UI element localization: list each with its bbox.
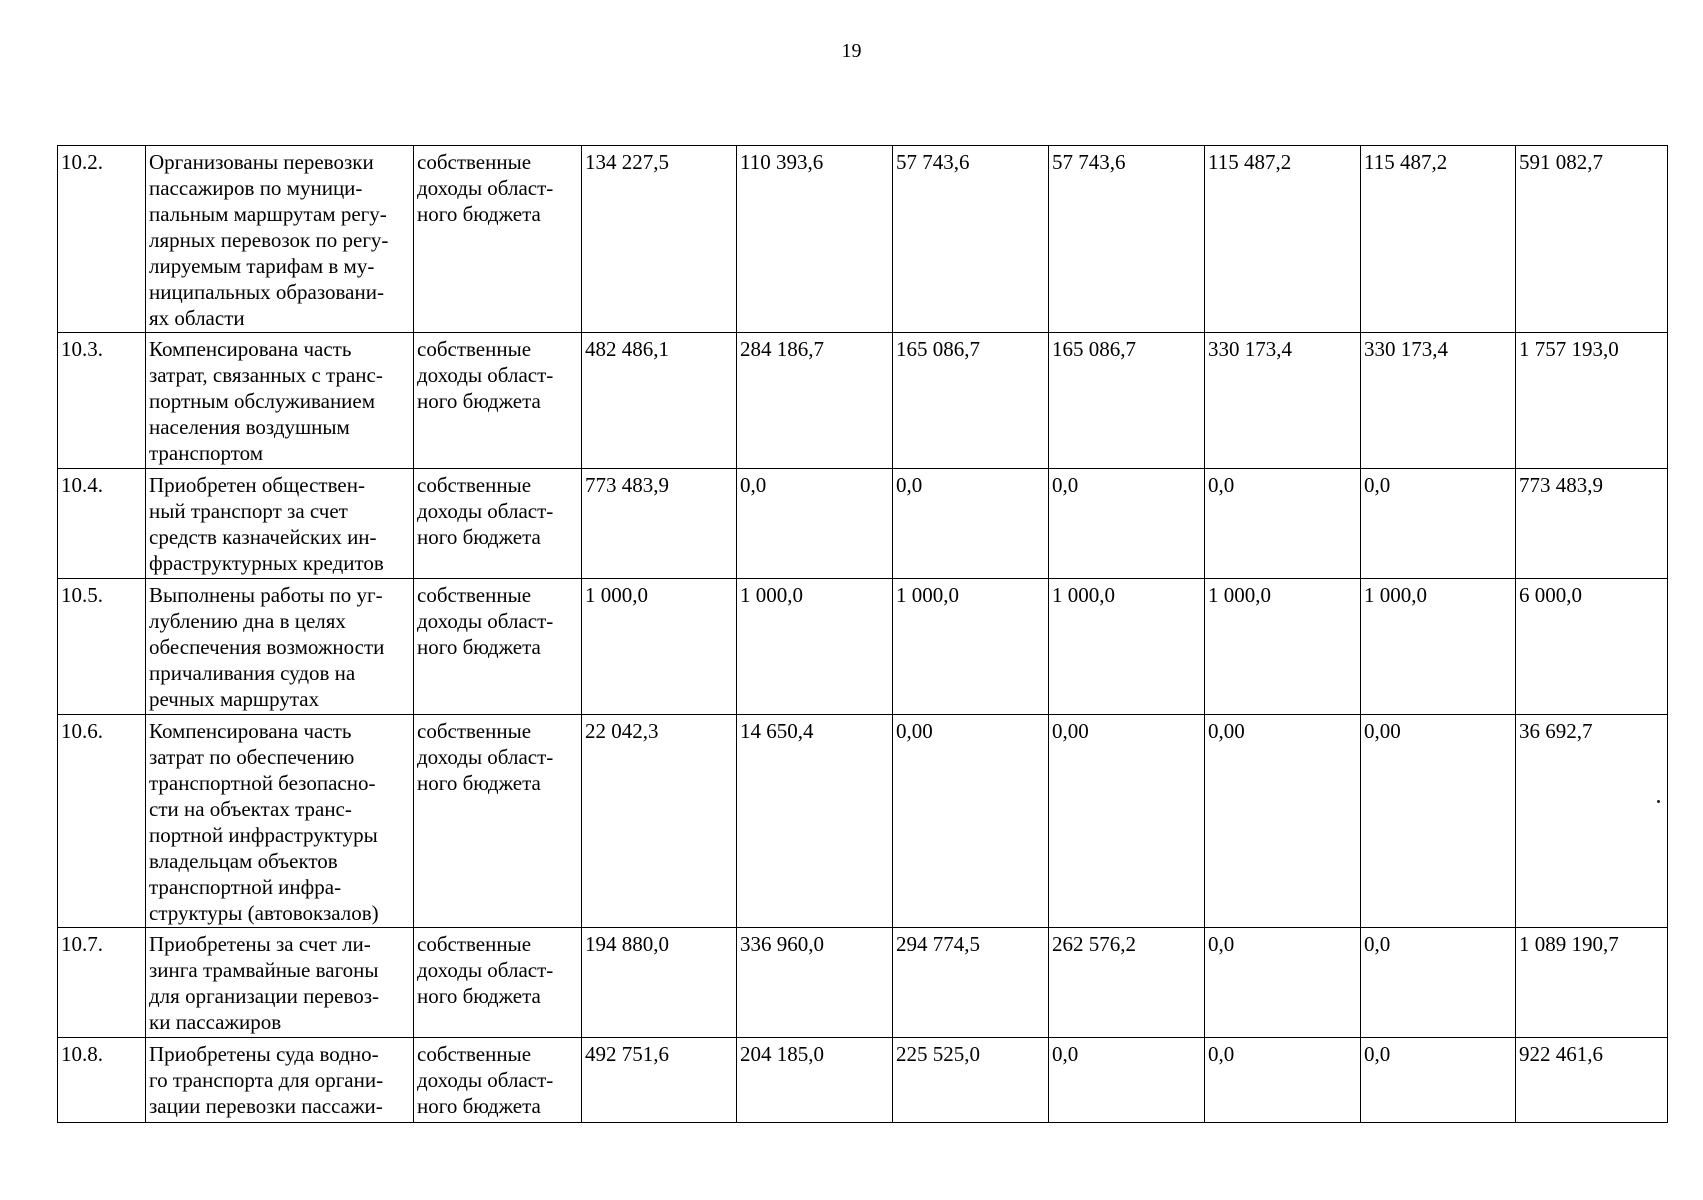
value-cell: 14 650,4	[737, 715, 893, 928]
value-cell: 262 576,2	[1049, 928, 1205, 1038]
value-cell: 204 185,0	[737, 1038, 893, 1123]
value-cell: 115 487,2	[1361, 146, 1516, 333]
value-cell: 294 774,5	[893, 928, 1049, 1038]
value-cell: 1 000,0	[737, 579, 893, 715]
row-number-cell: 10.5.	[58, 579, 146, 715]
measure-name-cell: Выполнены работы по уг- лублению дна в целях обеспечения возможности причаливания судов на речных маршрутах	[146, 579, 414, 715]
row-number-cell: 10.2.	[58, 146, 146, 333]
value-cell: 336 960,0	[737, 928, 893, 1038]
value-cell: 110 393,6	[737, 146, 893, 333]
value-cell: 0,00	[893, 715, 1049, 928]
measure-name-cell: Компенсирована часть затрат, связанных с транс- портным обслуживанием населения воздушным транспортом	[146, 333, 414, 469]
value-cell: 0,0	[1049, 469, 1205, 579]
value-cell: 330 173,4	[1361, 333, 1516, 469]
value-cell: 0,0	[1361, 1038, 1516, 1123]
value-cell: 0,0	[1361, 469, 1516, 579]
row-number-cell: 10.4.	[58, 469, 146, 579]
table-row	[58, 579, 1668, 715]
value-cell: 115 487,2	[1205, 146, 1361, 333]
total-cell: 773 483,9	[1516, 469, 1668, 579]
row-number-cell: 10.8.	[58, 1038, 146, 1123]
value-cell: 0,0	[893, 469, 1049, 579]
funding-source-cell: собственные доходы област- ного бюджета	[414, 579, 582, 715]
value-cell: 773 483,9	[582, 469, 737, 579]
value-cell: 0,0	[1205, 928, 1361, 1038]
total-cell: 1 089 190,7	[1516, 928, 1668, 1038]
funding-source-cell: собственные доходы област- ного бюджета	[414, 1038, 582, 1123]
value-cell: 0,0	[1205, 1038, 1361, 1123]
value-cell: 22 042,3	[582, 715, 737, 928]
value-cell: 0,00	[1205, 715, 1361, 928]
table-row	[58, 146, 1668, 333]
measure-name-cell: Приобретены суда водно- го транспорта для органи- зации перевозки пассажи-	[146, 1038, 414, 1123]
total-cell: 6 000,0	[1516, 579, 1668, 715]
measure-name-cell: Приобретены за счет ли- зинга трамвайные вагоны для организации перевоз- ки пассажиров	[146, 928, 414, 1038]
table-row	[58, 715, 1668, 928]
value-cell: 225 525,0	[893, 1038, 1049, 1123]
funding-source-cell: собственные доходы област- ного бюджета	[414, 146, 582, 333]
scan-speck	[1657, 800, 1660, 803]
value-cell: 1 000,0	[893, 579, 1049, 715]
value-cell: 0,00	[1361, 715, 1516, 928]
total-cell: 1 757 193,0	[1516, 333, 1668, 469]
table-row	[58, 333, 1668, 469]
value-cell: 0,0	[737, 469, 893, 579]
funding-source-cell: собственные доходы област- ного бюджета	[414, 469, 582, 579]
value-cell: 165 086,7	[1049, 333, 1205, 469]
row-number-cell: 10.6.	[58, 715, 146, 928]
row-number-cell: 10.3.	[58, 333, 146, 469]
value-cell: 57 743,6	[893, 146, 1049, 333]
value-cell: 1 000,0	[582, 579, 737, 715]
budget-table	[57, 145, 1668, 1123]
measure-name-cell: Компенсирована часть затрат по обеспечению транспортной безопасно- сти на объектах транс- портной инфраструктуры владельцам объектов транспортной инфра- структуры (автовокзалов)	[146, 715, 414, 928]
value-cell: 482 486,1	[582, 333, 737, 469]
value-cell: 57 743,6	[1049, 146, 1205, 333]
value-cell: 330 173,4	[1205, 333, 1361, 469]
funding-source-cell: собственные доходы област- ного бюджета	[414, 333, 582, 469]
table-row	[58, 469, 1668, 579]
value-cell: 1 000,0	[1361, 579, 1516, 715]
value-cell: 492 751,6	[582, 1038, 737, 1123]
row-number-cell: 10.7.	[58, 928, 146, 1038]
value-cell: 134 227,5	[582, 146, 737, 333]
value-cell: 0,0	[1205, 469, 1361, 579]
total-cell: 36 692,7	[1516, 715, 1668, 928]
measure-name-cell: Приобретен обществен- ный транспорт за счет средств казначейских ин- фраструктурных кредитов	[146, 469, 414, 579]
value-cell: 284 186,7	[737, 333, 893, 469]
value-cell: 0,0	[1049, 1038, 1205, 1123]
funding-source-cell: собственные доходы област- ного бюджета	[414, 715, 582, 928]
value-cell: 1 000,0	[1205, 579, 1361, 715]
page-number: 19	[841, 40, 862, 62]
table-row	[58, 1038, 1668, 1123]
value-cell: 165 086,7	[893, 333, 1049, 469]
table-row	[58, 928, 1668, 1038]
value-cell: 0,0	[1361, 928, 1516, 1038]
value-cell: 194 880,0	[582, 928, 737, 1038]
total-cell: 922 461,6	[1516, 1038, 1668, 1123]
value-cell: 1 000,0	[1049, 579, 1205, 715]
funding-source-cell: собственные доходы област- ного бюджета	[414, 928, 582, 1038]
total-cell: 591 082,7	[1516, 146, 1668, 333]
value-cell: 0,00	[1049, 715, 1205, 928]
measure-name-cell: Организованы перевозки пассажиров по муници- пальным маршрутам регу- лярных перевозок по регу- лируемым тарифам в му- ниципальных образовани- ях области	[146, 146, 414, 333]
